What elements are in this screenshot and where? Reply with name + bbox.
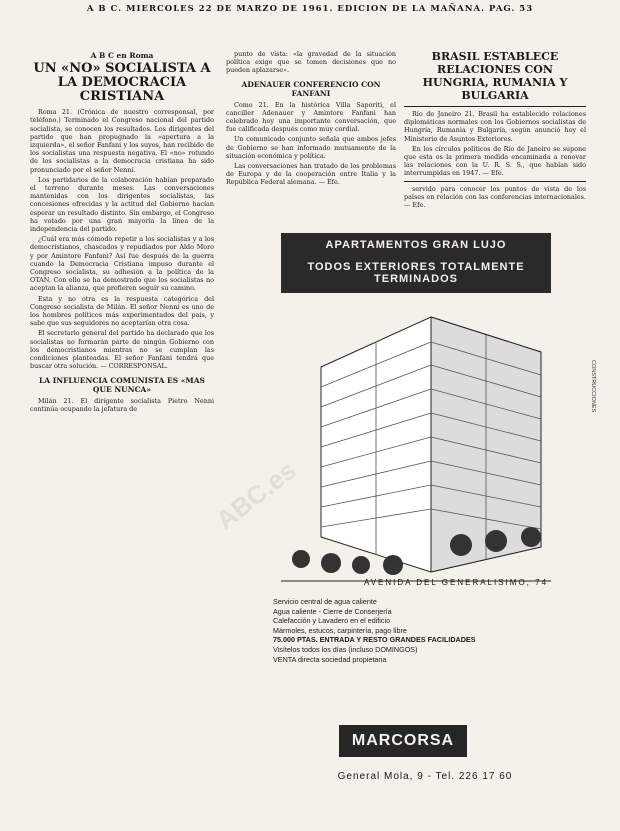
feature-line: VENTA directa sociedad propietaria	[273, 654, 387, 664]
ad-banner	[281, 233, 551, 293]
article-paragraph: Como 21. En la histórica Villa Saporiti, el canciller Adenauer y Amintore Fanfani han celebrado hoy una importante conversación, que fue calificada después como muy cordial.	[226, 100, 396, 134]
divider	[404, 181, 586, 182]
ad-subheadline: TODOS EXTERIORES TOTALMENTE TERMINADOS	[307, 261, 525, 285]
apartment-advertisement	[273, 233, 551, 793]
article-paragraph: Los partidarios de la colaboración habían preparado el terreno durante meses. Las conversaciones mantenidas con los dirigentes socialistas, las concesiones ofrecidas y la actitud del Gobierno hacían esperar un resultado distinto. Sin embargo, el Congreso ha votado por una gran mayoría la línea de la independencia del partido.	[30, 175, 214, 234]
article-paragraph: El secretario general del partido ha declarado que los socialistas no formarán parte de ningún Gobierno con los democristianos mientras no se cumplan las condiciones planteadas. El señor Fanfani tendrá que buscar otra solución. — CORRESPONSAL.	[30, 329, 214, 371]
feature-line: 75.000 PTAS. ENTRADA Y RESTO GRANDES FACILIDADES	[273, 635, 476, 645]
article-headline: BRASIL ESTABLECE RELACIONES CON HUNGRIA, RUMANIA Y BULGARIA	[422, 50, 568, 102]
article-paragraph: servido para conocer los puntos de vista de los países en relación con las conferencias internacionales. — Efe.	[404, 184, 586, 210]
article-paragraph: Milán 21. El dirigente socialista Pietro Nenni continúa ocupando la jefatura de	[30, 396, 214, 413]
article-paragraph: Un comunicado conjunto señala que ambos jefes de Gobierno se han informado mutuamente de la situación económica y política.	[226, 135, 396, 160]
brand-logo: MARCORSA	[339, 725, 467, 757]
margin-note: CONSTRUCCIONES	[590, 360, 596, 413]
ad-features-list	[273, 597, 573, 664]
watermark: ABC.es	[210, 454, 302, 536]
article-paragraph: Río de Janeiro 21. Brasil ha establecido relaciones diplomáticas normales con los Gobiernos socialistas de Hungría, Rumania y Bulgaria, según anunció hoy el Ministerio de Asuntos Exteriores.	[404, 110, 586, 143]
feature-line: Visítelos todos los días (incluso DOMINGOS)	[273, 644, 418, 654]
column-3	[404, 50, 586, 230]
secondary-headline: LA INFLUENCIA COMUNISTA ES «MAS QUE NUNCA»	[39, 375, 205, 394]
ad-street-address: AVENIDA DEL GENERALISIMO, 74	[363, 578, 549, 587]
page-header: A B C. MIERCOLES 22 DE MARZO DE 1961. EDICION DE LA MAÑANA. PAG. 53	[86, 4, 534, 14]
article-paragraph: En los círculos políticos de Río de Janeiro se supone que esta es la primera medida encaminada a renovar las relaciones con la U. R. S. S., que habían sido interrumpidas en 1947. — Efe.	[404, 144, 586, 178]
article-paragraph: punto de vista: «la gravedad de la situación política exige que se tomen decisiones que no pueden aplazarse».	[226, 50, 396, 75]
article-paragraph: Roma 21. (Crónica de nuestro corresponsal, por teléfono.) Terminado el Congreso nacional del partido socialista, se conocen los resultados. Los dirigentes del partido que han propugnado la «apertura a la izquierda», el señor Fanfani y los suyos, han recibido de los socialistas una respuesta negativa. El «no» rotundo de los socialistas a la democracia cristiana ha sido pronunciado por el señor Nenni.	[30, 108, 214, 174]
building-illustration	[281, 297, 551, 587]
article-paragraph: Las conversaciones han tratado de los problemas de Europa y de la cooperación entre Italia y la República Federal alemana. — Efe.	[226, 162, 396, 187]
ad-headline: APARTAMENTOS GRAN LUJO	[325, 239, 507, 251]
feature-line: Mármoles, estucos, carpintería, pago libre	[273, 625, 407, 635]
column-1	[30, 50, 214, 790]
ad-contact-address: General Mola, 9 - Tel. 226 17 60	[337, 771, 513, 782]
column-2	[226, 50, 396, 230]
section-tag: A B C en Roma	[90, 51, 154, 60]
divider	[404, 106, 586, 107]
feature-line: Agua caliente - Cierre de Conserjería	[273, 606, 392, 616]
feature-line: Servicio central de agua caliente	[273, 597, 377, 606]
article-paragraph: Esta y no otra es la respuesta categórica del Congreso socialista de Milán. El señor Nenni es uno de los hombres políticos más experimentados del país, y sabe que sus seguidores no aceptarían otra cosa.	[30, 294, 214, 328]
main-headline: UN «NO» SOCIALISTA A LA DEMOCRACIA CRISTIANA	[33, 61, 211, 105]
feature-line: Calefacción y Lavadero en el edificio	[273, 616, 391, 626]
article-paragraph: ¿Cuál era más cómodo repetir a los socialistas y a los democristianos, chascados y repudiados por Aldo Moro y por Amintore Fanfani? Así fue después de la guerra cuando la Democracia Cristiana impuso durante el Congreso socialista, su adhesión a la política de la OTAN. Con ello se ha demostrado que los socialistas no aceptan la alianza, que prefieren seguir su camino.	[30, 235, 214, 293]
article-headline: ADENAUER CONFERENCIO CON FANFANI	[241, 79, 381, 98]
